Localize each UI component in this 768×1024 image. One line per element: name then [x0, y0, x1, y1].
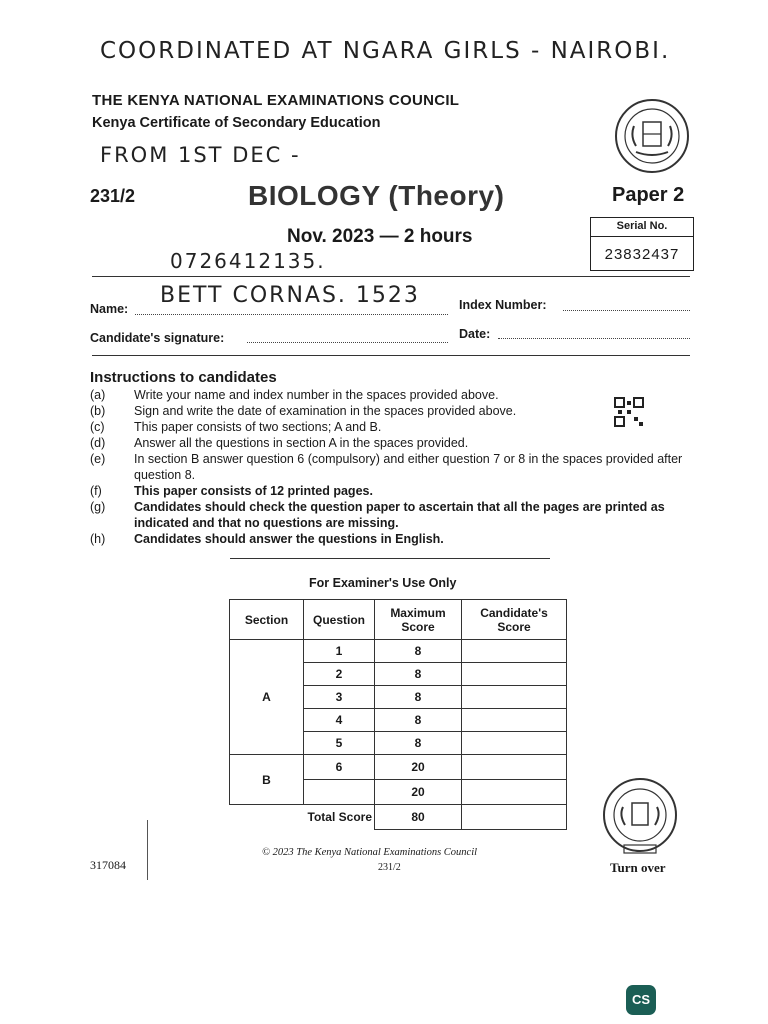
certificate-title: Kenya Certificate of Secondary Education [92, 115, 381, 131]
question-cell: 6 [304, 755, 375, 780]
max-score-cell: 8 [375, 640, 462, 663]
date-label: Date: [459, 327, 491, 341]
section-a-label: A [230, 640, 304, 755]
top-divider [92, 276, 690, 277]
handwritten-from-note: FROM 1ST DEC - [100, 143, 301, 167]
question-cell: 5 [304, 732, 375, 755]
footer-copyright: © 2023 The Kenya National Examinations Council [262, 847, 478, 858]
instructions-divider [230, 558, 550, 559]
instructions-title: Instructions to candidates [90, 369, 277, 386]
total-candidate-score-cell[interactable] [462, 805, 567, 830]
header-section: Section [230, 600, 304, 640]
fields-divider [92, 355, 690, 356]
index-number-label: Index Number: [459, 298, 547, 312]
max-score-cell: 8 [375, 732, 462, 755]
instruction-item: (e) In section B answer question 6 (compulsory) and either question 7 or 8 in the spaces provided after question 8. [90, 452, 683, 482]
instructions-list [90, 387, 690, 547]
question-cell: 4 [304, 709, 375, 732]
candidate-score-cell[interactable] [462, 709, 567, 732]
left-margin-line [147, 820, 148, 880]
paper-code: 231/2 [90, 186, 136, 206]
handwritten-name: BETT CORNAS. 1523 [160, 283, 420, 308]
qr-code-icon [614, 397, 644, 427]
total-score-value: 80 [375, 805, 462, 830]
knec-stamp-logo [600, 775, 680, 857]
header-max-score: Maximum Score [375, 600, 462, 640]
question-cell: 2 [304, 663, 375, 686]
subject-title: BIOLOGY (Theory) [248, 180, 505, 211]
candidate-score-cell[interactable] [462, 640, 567, 663]
knec-logo [612, 96, 692, 176]
instruction-item: (c) This paper consists of two sections; A and B. [90, 420, 382, 434]
examiner-title: For Examiner's Use Only [309, 576, 457, 590]
question-cell: 1 [304, 640, 375, 663]
instruction-item: (f) This paper consists of 12 printed pages. [90, 484, 373, 498]
max-score-cell: 20 [375, 780, 462, 805]
paper-number: Paper 2 [612, 184, 685, 206]
max-score-cell: 20 [375, 755, 462, 780]
serial-value: 23832437 [604, 246, 680, 263]
candidate-score-cell[interactable] [462, 780, 567, 805]
examiner-score-table [229, 599, 567, 830]
exam-date-duration: Nov. 2023 — 2 hours [287, 226, 473, 247]
header-question: Question [304, 600, 375, 640]
name-label: Name: [90, 302, 129, 316]
turn-over-label: Turn over [610, 860, 666, 875]
candidate-score-cell[interactable] [462, 755, 567, 780]
camscanner-badge: CS [626, 985, 656, 1015]
footer-number: 317084 [90, 858, 126, 872]
section-b-label: B [230, 755, 304, 805]
max-score-cell: 8 [375, 686, 462, 709]
instruction-item: (a) Write your name and index number in the spaces provided above. [90, 388, 499, 402]
instruction-item: (d) Answer all the questions in section A in the spaces provided. [90, 436, 469, 450]
instruction-item: (g) Candidates should check the question paper to ascertain that all the pages are printed as indicated and that no questions are missing. [90, 500, 665, 530]
footer-code: 231/2 [378, 862, 401, 873]
handwritten-top-note: COORDINATED AT NGARA GIRLS - NAIROBI. [100, 38, 671, 64]
signature-line[interactable] [247, 342, 448, 343]
header-candidate-score: Candidate's Score [462, 600, 567, 640]
signature-label: Candidate's signature: [90, 331, 225, 345]
serial-label: Serial No. [591, 220, 693, 237]
max-score-cell: 8 [375, 709, 462, 732]
handwritten-phone: 0726412135. [170, 249, 326, 273]
index-number-line[interactable] [563, 310, 690, 311]
candidate-score-cell[interactable] [462, 732, 567, 755]
instruction-item: (b) Sign and write the date of examination in the spaces provided above. [90, 404, 517, 418]
max-score-cell: 8 [375, 663, 462, 686]
name-line[interactable] [135, 314, 448, 315]
council-title: THE KENYA NATIONAL EXAMINATIONS COUNCIL [92, 92, 460, 109]
question-cell [304, 780, 375, 805]
candidate-score-cell[interactable] [462, 663, 567, 686]
serial-box [590, 217, 694, 271]
instruction-item: (h) Candidates should answer the questions in English. [90, 532, 444, 546]
total-score-label: Total Score [230, 805, 375, 830]
date-line[interactable] [498, 338, 690, 339]
candidate-score-cell[interactable] [462, 686, 567, 709]
question-cell: 3 [304, 686, 375, 709]
